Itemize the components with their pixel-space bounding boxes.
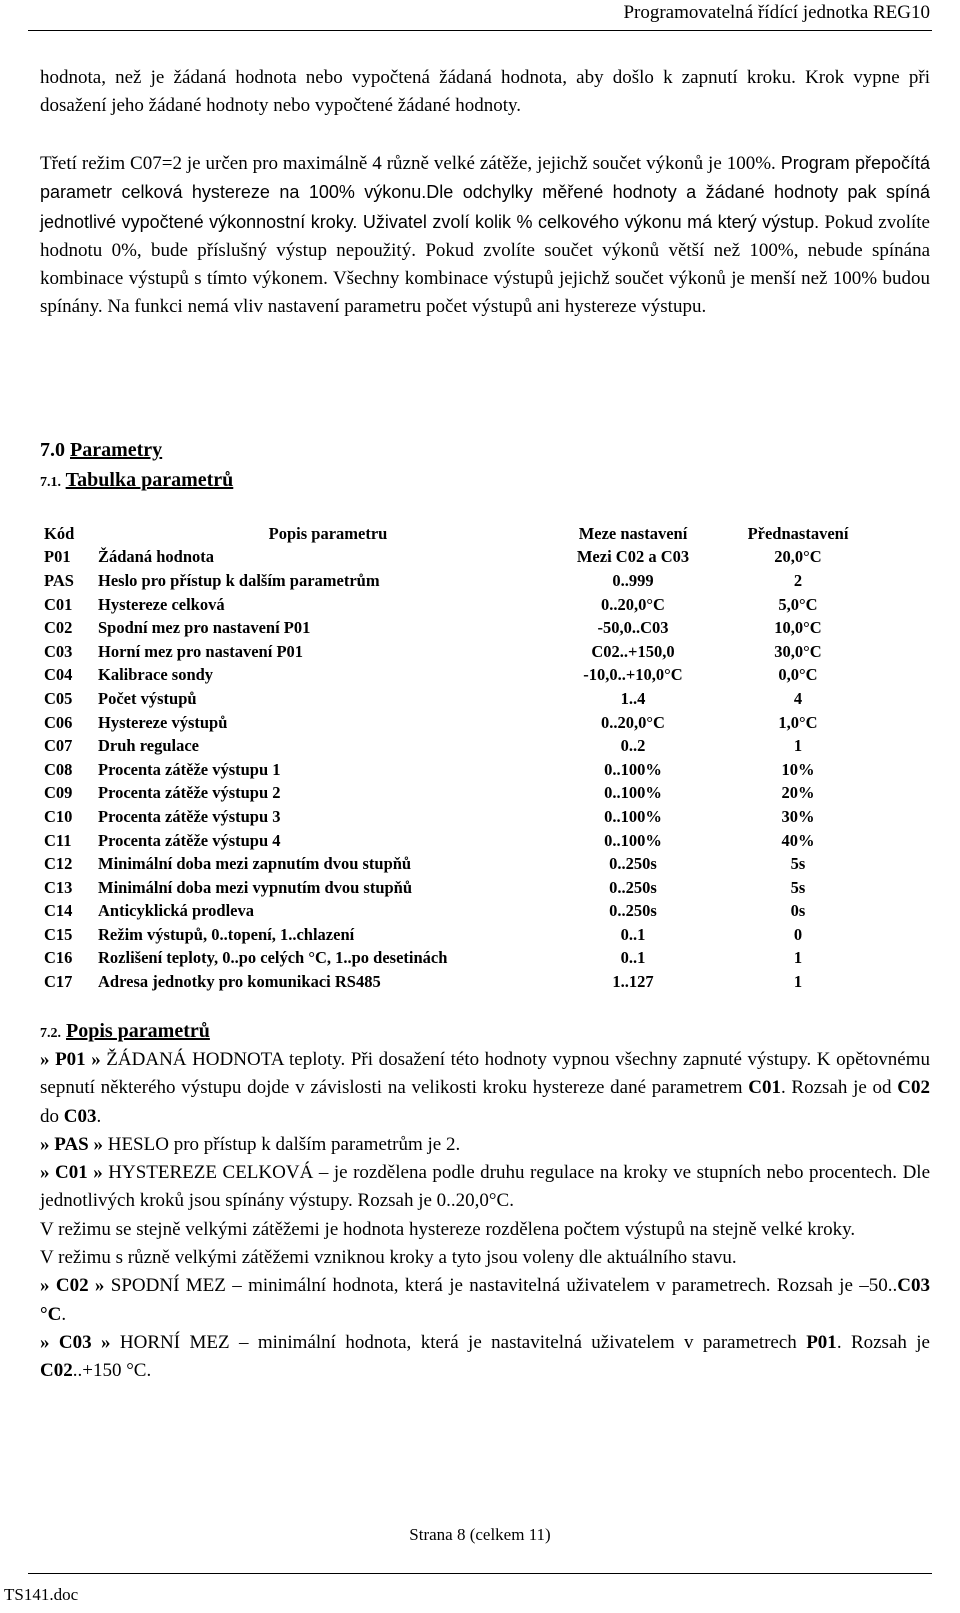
cell-default: 4 [793, 688, 803, 708]
cell-default: 1 [793, 948, 803, 968]
desc-c03 [40, 1329, 930, 1386]
param-text: HESLO pro přístup k dalším parametrům je 2. [107, 1133, 461, 1155]
param-code: » C01 » [40, 1162, 103, 1184]
param-ref: C03 °C [40, 1275, 930, 1325]
table-row [40, 687, 888, 711]
param-code: » C03 » [40, 1331, 111, 1353]
table-row [40, 664, 888, 688]
section-heading-tabulka [40, 469, 233, 492]
intro-paragraph-2 [40, 149, 930, 322]
param-code: » PAS » [40, 1133, 103, 1155]
cell-default: 30,0°C [774, 641, 822, 661]
cell-description: Procenta zátěže výstupu 2 [98, 783, 281, 803]
cell-default: 5s [790, 854, 806, 874]
cell-code: C01 [44, 594, 73, 614]
cell-description: Rozlišení teploty, 0..po celých °C, 1..po desetinách [98, 948, 448, 968]
cell-description: Režim výstupů, 0..topení, 1..chlazení [98, 924, 355, 944]
parameters-table [40, 522, 888, 994]
section-title: Popis parametrů [66, 1020, 210, 1042]
cell-code: C15 [44, 924, 73, 944]
cell-default: 2 [793, 570, 803, 590]
desc-c02 [40, 1272, 930, 1329]
page-number: Strana 8 (celkem 11) [409, 1525, 551, 1544]
column-header-range: Meze nastavení [578, 523, 688, 543]
cell-range: 0..250s [609, 877, 657, 897]
cell-default: 1 [793, 736, 803, 756]
param-text: SPODNÍ MEZ – minimální hodnota, která je nastavitelná uživatelem v parametrech. Rozsah je –50.. [110, 1275, 898, 1297]
cell-description: Hystereze výstupů [98, 712, 228, 732]
cell-description: Hystereze celková [98, 594, 225, 614]
cell-code: PAS [44, 570, 74, 590]
cell-default: 10,0°C [774, 618, 822, 638]
param-text: ..+150 °C. [72, 1360, 152, 1382]
cell-code: C09 [44, 783, 73, 803]
param-ref: C02 [40, 1360, 73, 1382]
cell-description: Procenta zátěže výstupu 1 [98, 759, 281, 779]
desc-c01-different-loads: V režimu s různě velkými zátěžemi vzniknou kroky a tyto jsou voleny dle aktuálního stavu. [40, 1247, 737, 1269]
parameter-descriptions [40, 1046, 930, 1386]
table-row [40, 829, 888, 853]
cell-code: C07 [44, 736, 73, 756]
cell-range: 0..100% [604, 830, 662, 850]
cell-default: 10% [781, 759, 815, 779]
cell-code: P01 [44, 547, 71, 567]
cell-range: -50,0..C03 [597, 618, 669, 638]
cell-description: Minimální doba mezi zapnutím dvou stupňů [98, 854, 412, 874]
cell-code: C13 [44, 877, 73, 897]
section-number: 7.0 [40, 439, 65, 461]
cell-range: C02..+150,0 [591, 641, 675, 661]
cell-description: Procenta zátěže výstupu 4 [98, 830, 281, 850]
cell-range: 0..1 [620, 924, 646, 944]
document-title: Programovatelná řídící jednotka REG10 [623, 2, 930, 23]
cell-description: Minimální doba mezi vypnutím dvou stupňů [98, 877, 413, 897]
intro-zero-sentence: Pokud zvolíte hodnotu 0%, bude příslušný výstup nepoužitý. [40, 211, 930, 261]
cell-description: Spodní mez pro nastavení P01 [98, 618, 311, 638]
param-text: ŽÁDANÁ HODNOTA teploty. Při dosažení této hodnoty vypnou všechny zapnuté výstupy. K opětovnému sepnutí některého výstupu dojde v závislosti na velikosti kroku hystereze dané parametrem [40, 1049, 930, 1099]
desc-c01-equal-loads: V režimu se stejně velkými zátěžemi je hodnota hystereze rozdělena počtem výstupů na stejně velké kroky. [40, 1218, 856, 1240]
cell-range: 1..127 [612, 972, 654, 992]
param-code: » C02 » [40, 1275, 105, 1297]
cell-default: 40% [781, 830, 815, 850]
table-header-row [40, 522, 888, 546]
page-header [0, 0, 960, 32]
table-row [40, 758, 888, 782]
column-header-code: Kód [44, 523, 75, 543]
cell-default: 1 [793, 972, 803, 992]
cell-description: Anticyklická prodleva [98, 901, 255, 921]
desc-pas [40, 1131, 930, 1159]
table-row [40, 923, 888, 947]
table-row [40, 782, 888, 806]
cell-range: Mezi C02 a C03 [576, 547, 690, 567]
cell-code: C10 [44, 806, 73, 826]
cell-range: 0..2 [620, 736, 646, 756]
section-number: 7.2. [40, 1026, 61, 1041]
table-row [40, 546, 888, 570]
cell-range: 0..100% [604, 783, 662, 803]
cell-default: 0s [790, 901, 806, 921]
param-text: . [61, 1303, 67, 1325]
intro-paragraph-1: hodnota, než je žádaná hodnota nebo vypočtená žádaná hodnota, aby došlo k zapnutí kroku. Krok vypne při dosažení jeho žádané hodnoty nebo vypočtené žádané hodnoty. [40, 67, 930, 117]
table-row [40, 640, 888, 664]
table-row [40, 734, 888, 758]
intro-sum-sentence: Pokud zvolíte součet výkonů větší než 100%, nebude spínána kombinace výstupů s tímto výkonem. Všechny kombinace výstupů jejichž součet výkonů je menší než 100% budou spínány. Na funkci nemá vliv nastavení parametru počet výstupů ani hystereze výstupu. [40, 239, 931, 318]
cell-range: 0..20,0°C [601, 712, 665, 732]
cell-range: 0..100% [604, 759, 662, 779]
cell-default: 20,0°C [774, 547, 822, 567]
cell-code: C12 [44, 854, 73, 874]
cell-default: 5s [790, 877, 806, 897]
cell-range: 0..999 [612, 570, 654, 590]
param-text: HYSTEREZE CELKOVÁ – je rozdělena podle druhu regulace na kroky ve stupních nebo procentech. Dle jednotlivých kroků jsou spínány výstupy. Rozsah je 0..20,0°C. [40, 1162, 930, 1212]
cell-range: 0..250s [609, 901, 657, 921]
cell-description: Druh regulace [98, 736, 199, 756]
table-row [40, 947, 888, 971]
table-row [40, 711, 888, 735]
param-text: do [40, 1105, 59, 1127]
cell-description: Žádaná hodnota [98, 547, 215, 567]
cell-default: 0,0°C [778, 665, 818, 685]
cell-default: 5,0°C [778, 594, 818, 614]
cell-code: C02 [44, 618, 73, 638]
cell-description: Adresa jednotky pro komunikaci RS485 [98, 972, 381, 992]
cell-code: C16 [44, 948, 73, 968]
cell-range: -10,0..+10,0°C [583, 665, 683, 685]
param-text: HORNÍ MEZ – minimální hodnota, která je nastavitelná uživatelem v parametrech [119, 1331, 797, 1353]
param-text: . Rozsah je [836, 1331, 930, 1353]
cell-code: C17 [44, 972, 73, 992]
cell-description: Kalibrace sondy [98, 665, 214, 685]
cell-code: C05 [44, 688, 73, 708]
cell-default: 20% [781, 783, 815, 803]
cell-default: 1,0°C [778, 712, 818, 732]
cell-default: 30% [781, 806, 815, 826]
column-header-description: Popis parametru [268, 523, 388, 543]
param-ref: P01 [806, 1331, 837, 1353]
section-title: Parametry [70, 439, 163, 461]
cell-code: C08 [44, 759, 73, 779]
table-row [40, 876, 888, 900]
column-header-default: Přednastavení [747, 523, 849, 543]
cell-range: 0..20,0°C [601, 594, 665, 614]
section-title: Tabulka parametrů [65, 469, 234, 491]
cell-default: 0 [793, 924, 803, 944]
cell-range: 0..100% [604, 806, 662, 826]
intro-program-sentence: Program přepočítá parametr celková hystereze na 100% výkonu.Dle odchylky měřené hodnoty a žádané hodnoty pak spíná jednotlivé vypočtené výkonnostní kroky. Uživatel zvolí kolik % celkového výkonu má který výstup. [40, 153, 931, 232]
table-row [40, 970, 888, 994]
cell-description: Počet výstupů [98, 688, 197, 708]
cell-code: C06 [44, 712, 73, 732]
cell-range: 0..250s [609, 854, 657, 874]
section-number: 7.1. [40, 475, 61, 490]
cell-description: Procenta zátěže výstupu 3 [98, 806, 281, 826]
desc-p01 [40, 1046, 930, 1131]
table-row [40, 616, 888, 640]
param-text: . [96, 1105, 102, 1127]
footer-divider [28, 1573, 932, 1574]
cell-code: C14 [44, 901, 73, 921]
cell-description: Horní mez pro nastavení P01 [98, 641, 304, 661]
intro-mode-sentence: Třetí režim C07=2 je určen pro maximálně 4 různě velké zátěže, jejichž součet výkonů je 100%. [40, 153, 776, 174]
table-row [40, 900, 888, 924]
param-ref: C01 [748, 1077, 781, 1099]
cell-range: 1..4 [620, 688, 646, 708]
cell-code: C11 [44, 830, 72, 850]
file-name: TS141.doc [4, 1585, 79, 1604]
table-row [40, 805, 888, 829]
header-divider [28, 30, 932, 31]
table-row [40, 593, 888, 617]
cell-description: Heslo pro přístup k dalším parametrům [98, 570, 380, 590]
table-row [40, 852, 888, 876]
param-ref: C03 [63, 1105, 97, 1127]
section-heading-popis [40, 1020, 210, 1043]
section-heading-parametry [40, 439, 162, 462]
table-row [40, 569, 888, 593]
cell-code: C04 [44, 665, 73, 685]
param-text: . Rozsah je od [780, 1077, 892, 1099]
cell-code: C03 [44, 641, 73, 661]
cell-range: 0..1 [620, 948, 646, 968]
param-code: » P01 » [40, 1049, 101, 1070]
desc-c01 [40, 1159, 930, 1216]
param-ref: C02 [897, 1077, 931, 1099]
